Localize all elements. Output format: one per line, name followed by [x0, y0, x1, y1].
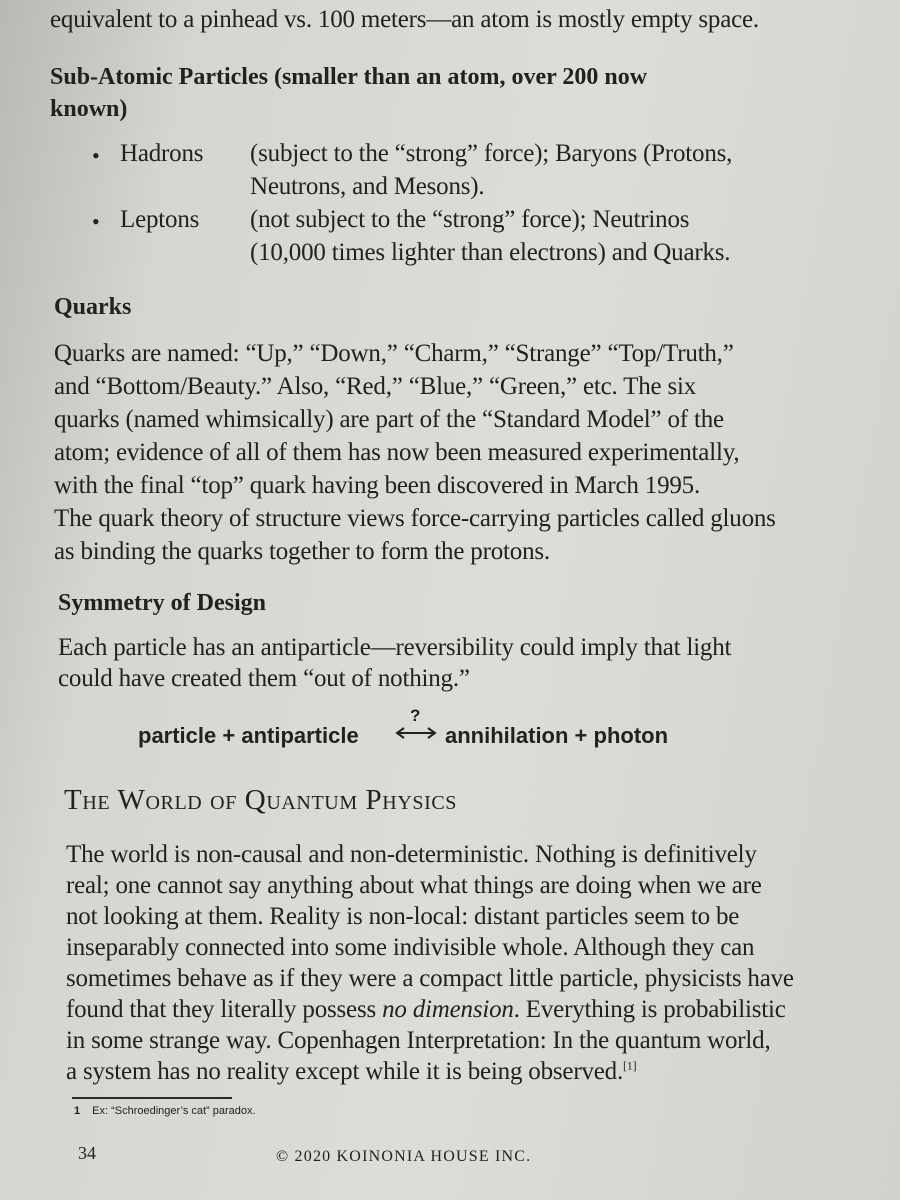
paragraph-line [66, 1058, 636, 1086]
paragraph-line: The world is non-causal and non-deterministic. Nothing is definitively [66, 841, 757, 868]
paragraph-line [66, 996, 786, 1024]
paragraph-line: quarks (named whimsically) are part of the “Standard Model” of the [54, 406, 724, 433]
list-item-term-hadrons: Hadrons [120, 140, 204, 167]
subatomic-heading-line1: Sub-Atomic Particles (smaller than an atom, over 200 now [50, 64, 648, 90]
italic-text: no dimension [382, 996, 514, 1023]
paragraph-line: with the final “top” quark having been discovered in March 1995. [54, 472, 701, 499]
equation-left: particle + antiparticle [138, 723, 359, 748]
paragraph-line: atom; evidence of all of them has now been measured experimentally, [54, 439, 740, 466]
quarks-heading: Quarks [54, 294, 132, 320]
paragraph-line: inseparably connected into some indivisible whole. Although they can [66, 934, 755, 961]
footnote [74, 1105, 256, 1117]
quantum-heading: The World of Quantum Physics [64, 784, 458, 816]
paragraph-line: sometimes behave as if they were a compact little particle, physicists have [66, 965, 794, 992]
paragraph-line: Each particle has an antiparticle—reversibility could imply that light [58, 634, 732, 661]
paragraph-line: not looking at them. Reality is non-local: distant particles seem to be [66, 903, 740, 930]
paragraph-line: as binding the quarks together to form the protons. [54, 538, 550, 565]
bullet-icon: • [92, 209, 100, 234]
paragraph-line: could have created them “out of nothing.” [58, 665, 470, 692]
text-span: found that they literally possess [66, 996, 383, 1023]
list-item-desc-hadrons-2: Neutrons, and Mesons). [250, 173, 485, 200]
footnote-divider [72, 1097, 232, 1099]
page-number: 34 [78, 1143, 96, 1163]
subatomic-heading-line2: known) [50, 96, 128, 122]
footnote-text: Ex: “Schroedinger’s cat” paradox. [92, 1105, 256, 1117]
footnote-number: 1 [74, 1105, 81, 1117]
bullet-icon: • [92, 143, 100, 168]
footnote-ref[interactable]: [1] [623, 1058, 637, 1073]
list-item-desc-leptons-2: (10,000 times lighter than electrons) and Quarks. [250, 239, 731, 266]
double-arrow-icon [394, 708, 438, 742]
arrow-question-mark: ? [410, 706, 421, 725]
paragraph-line: in some strange way. Copenhagen Interpretation: In the quantum world, [66, 1027, 771, 1054]
paragraph-line: Quarks are named: “Up,” “Down,” “Charm,” “Strange” “Top/Truth,” [54, 340, 734, 367]
text-span: a system has no reality except while it is being observed. [66, 1058, 624, 1085]
paragraph-line: The quark theory of structure views force-carrying particles called gluons [54, 505, 776, 532]
intro-line: equivalent to a pinhead vs. 100 meters—an atom is mostly empty space. [50, 6, 759, 33]
equation-right: annihilation + photon [445, 723, 669, 748]
list-item-term-leptons: Leptons [120, 206, 200, 233]
symmetry-heading: Symmetry of Design [58, 590, 266, 616]
paragraph-line: and “Bottom/Beauty.” Also, “Red,” “Blue,” “Green,” etc. The six [54, 373, 697, 400]
copyright: © 2020 KOINONIA HOUSE INC. [276, 1148, 532, 1165]
list-item-desc-hadrons-1: (subject to the “strong” force); Baryons (Protons, [250, 140, 733, 167]
text-span: . Everything is probabilistic [513, 996, 786, 1023]
paragraph-line: real; one cannot say anything about what things are doing when we are [66, 872, 762, 899]
list-item-desc-leptons-1: (not subject to the “strong” force); Neutrinos [250, 206, 690, 233]
